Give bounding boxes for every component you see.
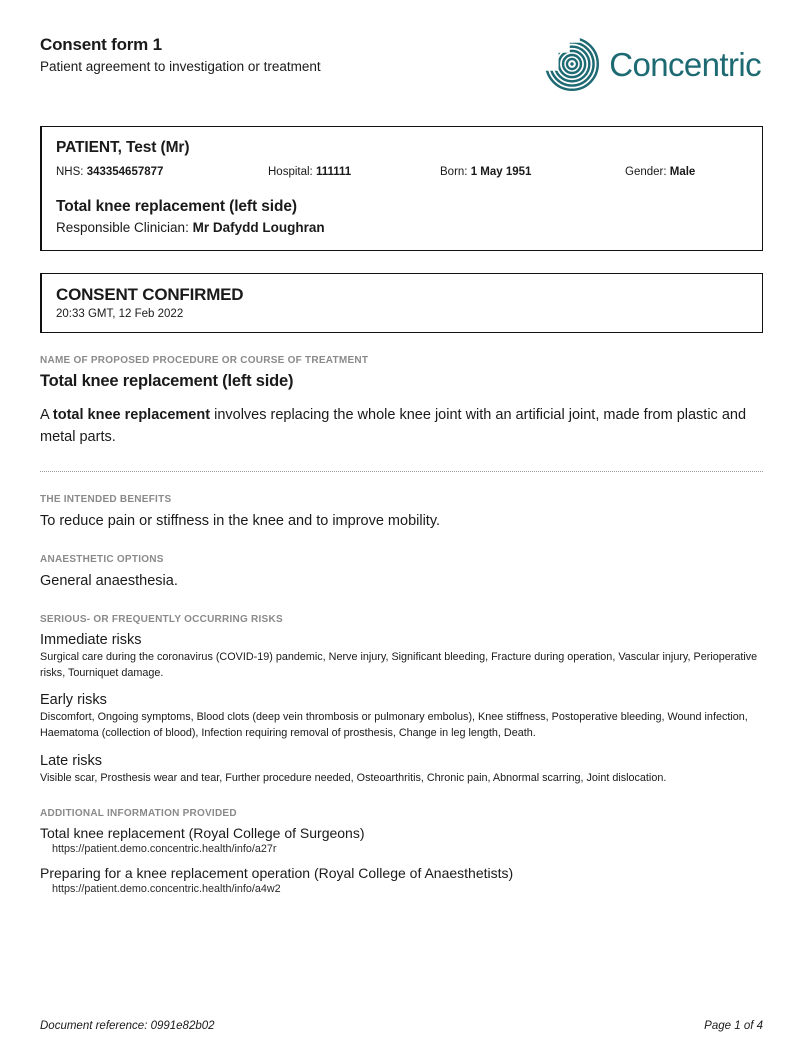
additional-info-item <box>40 865 763 895</box>
benefits-text: To reduce pain or stiffness in the knee and to improve mobility. <box>40 512 441 529</box>
consent-timestamp: 20:33 GMT, 12 Feb 2022 <box>56 308 184 320</box>
page-title: Consent form 1 <box>40 35 162 54</box>
risk-group-title: Late risks <box>40 752 103 769</box>
section-label-additional-information: ADDITIONAL INFORMATION PROVIDED <box>40 808 237 820</box>
additional-info-title: Total knee replacement (Royal College of Surgeons) <box>40 825 365 842</box>
patient-details-box <box>40 126 763 251</box>
risk-group-text: Visible scar, Prosthesis wear and tear, Further procedure needed, Osteoarthritis, Chronic pain, Abnormal scarring, Joint dislocation. <box>40 771 667 784</box>
patient-gender: Gender: Male <box>625 166 696 178</box>
patient-name: PATIENT, Test (Mr) <box>56 139 190 156</box>
risk-group-immediate <box>40 632 763 681</box>
anaesthetic-text: General anaesthesia. <box>40 572 178 589</box>
section-proposed-procedure <box>40 355 763 449</box>
section-risks <box>40 614 763 786</box>
concentric-circles-icon <box>544 36 600 92</box>
additional-info-url[interactable]: https://patient.demo.concentric.health/info/a4w2 <box>52 883 281 896</box>
patient-nhs-number: NHS: 343354657877 <box>56 166 164 178</box>
patient-date-of-birth: Born: 1 May 1951 <box>440 166 532 178</box>
risk-group-late <box>40 753 763 787</box>
risk-group-text: Discomfort, Ongoing symptoms, Blood clots (deep vein thrombosis or pulmonary embolus), Knee stiffness, Postoperative bleeding, Wound infection, Haematoma (collection of blood), Infection requiring removal of prosthesis, Change in leg length, Death. <box>40 711 748 739</box>
section-label-anaesthetic: ANAESTHETIC OPTIONS <box>40 553 164 565</box>
section-additional-information <box>40 808 763 895</box>
concentric-logo <box>544 36 761 92</box>
page-header <box>40 0 763 92</box>
risk-group-text: Surgical care during the coronavirus (COVID-19) pandemic, Nerve injury, Significant bleeding, Fracture during operation, Vascular injury, Perioperative risks, Tourniquet damage. <box>40 650 758 679</box>
section-divider <box>40 471 763 472</box>
logo-wordmark: Concentric <box>609 45 761 83</box>
consent-status-box <box>40 273 763 333</box>
patient-procedure-name: Total knee replacement (left side) <box>56 198 297 215</box>
section-label-risks: SERIOUS- OR FREQUENTLY OCCURRING RISKS <box>40 613 283 625</box>
section-intended-benefits <box>40 494 763 532</box>
risk-group-title: Early risks <box>40 692 107 709</box>
additional-info-item <box>40 825 763 855</box>
risk-group-title: Immediate risks <box>40 631 142 648</box>
header-titles <box>40 34 321 76</box>
additional-info-title: Preparing for a knee replacement operation (Royal College of Anaesthetists) <box>40 865 514 882</box>
document-reference: Document reference: 0991e82b02 <box>40 1020 215 1032</box>
responsible-clinician: Responsible Clinician: Mr Dafydd Loughran <box>56 220 325 235</box>
additional-info-url[interactable]: https://patient.demo.concentric.health/info/a27r <box>52 843 277 856</box>
patient-hospital-number: Hospital: 111111 <box>268 166 352 178</box>
patient-identifiers <box>56 166 748 182</box>
status-badge: CONSENT CONFIRMED <box>56 285 244 304</box>
page-subtitle: Patient agreement to investigation or treatment <box>40 59 321 75</box>
proposed-procedure-description: A total knee replacement involves replacing the whole knee joint with an artificial joint, made from plastic and metal parts. <box>40 407 747 446</box>
section-label-benefits: THE INTENDED BENEFITS <box>40 493 172 505</box>
risk-group-early <box>40 692 763 741</box>
page-number: Page 1 of 4 <box>704 1020 763 1032</box>
section-anaesthetic-options <box>40 554 763 592</box>
section-label-proposed-procedure: NAME OF PROPOSED PROCEDURE OR COURSE OF TREATMENT <box>40 355 369 366</box>
page-footer <box>40 1020 763 1032</box>
proposed-procedure-name: Total knee replacement (left side) <box>40 372 294 390</box>
